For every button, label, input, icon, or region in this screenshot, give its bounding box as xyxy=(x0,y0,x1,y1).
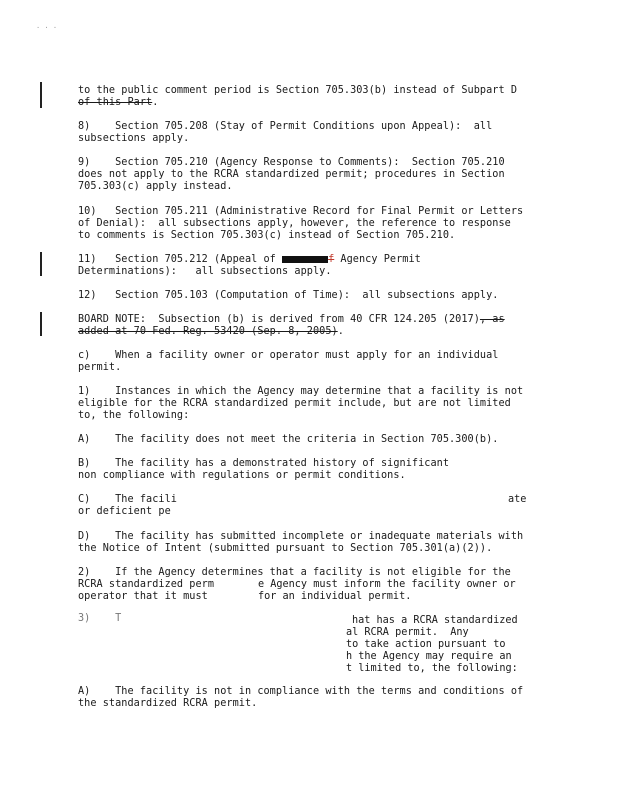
text-line: the Notice of Intent (submitted pursuant to Section 705.301(a)(2)). xyxy=(78,543,493,554)
redaction-mark xyxy=(282,256,328,263)
text-fragment: h the Agency may require an xyxy=(346,651,512,662)
text-fragment: e Agency must inform the facility owner or xyxy=(258,579,516,590)
text-line: to comments is Section 705.303(c) instead of Section 705.210. xyxy=(78,230,456,241)
text-line: 10) Section 705.211 (Administrative Record for Final Permit or Letters xyxy=(78,206,524,217)
change-bar xyxy=(40,312,42,336)
text-line: 9) Section 705.210 (Agency Response to Comments): Section 705.210 xyxy=(78,157,505,168)
text-line: D) The facility has submitted incomplete or inadequate materials with xyxy=(78,531,524,542)
text-line: to the public comment period is Section 705.303(b) instead of Subpart D xyxy=(78,85,518,96)
text-fragment: to take action pursuant to xyxy=(346,639,506,650)
deleted-text: , as xyxy=(479,314,505,325)
deleted-text: f xyxy=(328,254,335,265)
text-line: C) The facili xyxy=(78,494,177,505)
deleted-text: added at 70 Fed. Reg. 53420 (Sep. 8, 2005) xyxy=(78,326,338,337)
text-line: eligible for the RCRA standardized permit include, but are not limited xyxy=(78,398,511,409)
text-line: A) The facility is not in compliance with the terms and conditions of xyxy=(78,686,524,697)
text-line: B) The facility has a demonstrated history of significant xyxy=(78,458,450,469)
text-fragment: t limited to, the following: xyxy=(346,663,518,674)
board-note: added at 70 Fed. Reg. 53420 (Sep. 8, 2005). xyxy=(78,326,344,337)
text-line: A) The facility does not meet the criteria in Section 705.300(b). xyxy=(78,434,499,445)
text-line: 8) Section 705.208 (Stay of Permit Conditions upon Appeal): all xyxy=(78,121,493,132)
text-line: 3) T xyxy=(78,613,122,624)
text-line: permit. xyxy=(78,362,122,373)
text-fragment: hat has a RCRA standardized xyxy=(352,615,518,626)
scan-corner-marks: · · · xyxy=(36,24,58,32)
text-line: 705.303(c) apply instead. xyxy=(78,181,233,192)
text-line: non compliance with regulations or permit conditions. xyxy=(78,470,406,481)
text-line: the standardized RCRA permit. xyxy=(78,698,258,709)
text-line: 12) Section 705.103 (Computation of Time): all subsections apply. xyxy=(78,290,499,301)
text-fragment: ate xyxy=(508,494,527,505)
text-line: operator that it must xyxy=(78,591,215,602)
text-line: does not apply to the RCRA standardized permit; procedures in Section xyxy=(78,169,505,180)
text-line: to, the following: xyxy=(78,410,190,421)
text-line: subsections apply. xyxy=(78,133,190,144)
deleted-text: of this Part xyxy=(78,97,153,108)
text-line: 11) Section 705.212 (Appeal of f Agency Permit xyxy=(78,254,421,265)
text-line: or deficient pe xyxy=(78,506,171,517)
text-line: 1) Instances in which the Agency may determine that a facility is not xyxy=(78,386,524,397)
text-line: RCRA standardized perm xyxy=(78,579,215,590)
text-line: Determinations): all subsections apply. xyxy=(78,266,332,277)
board-note: BOARD NOTE: Subsection (b) is derived from 40 CFR 124.205 (2017), as xyxy=(78,314,505,325)
text-line: of Denial): all subsections apply, however, the reference to response xyxy=(78,218,511,229)
change-bar xyxy=(40,82,42,108)
text-line: 2) If the Agency determines that a facility is not eligible for the xyxy=(78,567,511,578)
text-line: of this Part. xyxy=(78,97,159,108)
change-bar xyxy=(40,252,42,276)
text-line: c) When a facility owner or operator must apply for an individual xyxy=(78,350,499,361)
text-fragment: for an individual permit. xyxy=(258,591,412,602)
text-fragment: al RCRA permit. Any xyxy=(346,627,469,638)
